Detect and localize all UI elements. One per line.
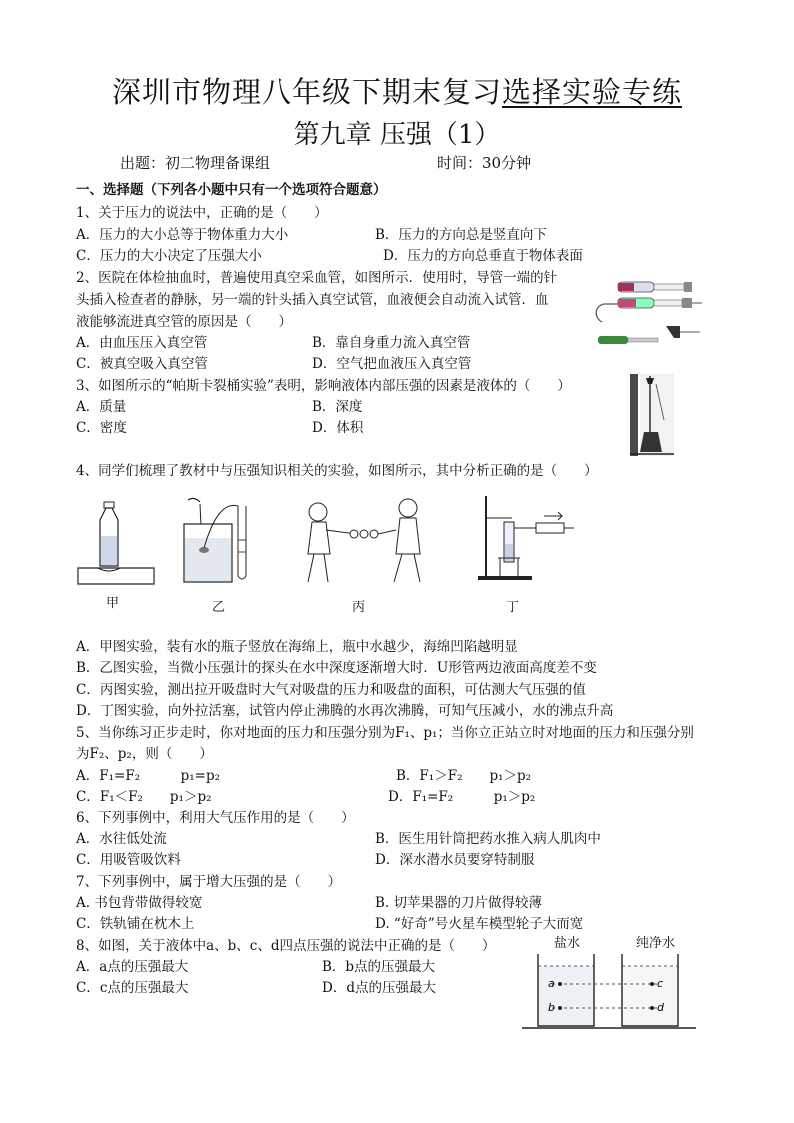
q6-option-d: D．深水潜水员要穿特制服 xyxy=(375,852,535,868)
q3-option-b: B．深度 xyxy=(312,399,363,415)
q4-stem: 4、同学们梳理了教材中与压强知识相关的实验，如图所示，其中分析正确的是（ ） xyxy=(76,463,598,479)
time-line: 时间：30分钟 xyxy=(437,154,532,172)
q2-option-b: B．靠自身重力流入真空管 xyxy=(312,335,471,351)
q2-line-1: 2、医院在体检抽血时，普遍使用真空采血管，如图所示．使用时，导管一端的针 xyxy=(76,270,558,286)
fig-label-jia: 甲 xyxy=(106,596,120,611)
q7-stem: 7、下列事例中，属于增大压强的是（ ） xyxy=(76,874,342,890)
q7-option-c: C．铁轨铺在枕木上 xyxy=(76,916,195,932)
q5-line-2: 为F₂、p₂，则（ ） xyxy=(76,746,213,762)
author-line: 出题：初二物理备课组 xyxy=(120,154,271,172)
q4-option-c: C．丙图实验，测出拉开吸盘时大气对吸盘的压力和吸盘的面积，可估测大气压强的值 xyxy=(76,682,586,698)
fig-label-yi: 乙 xyxy=(212,600,226,615)
point-c-label: c xyxy=(657,977,664,990)
suction-cup-pull-figure xyxy=(296,496,436,588)
q6-stem: 6、下列事例中，利用大气压作用的是（ ） xyxy=(76,810,355,826)
q4-option-d: D．丁图实验，向外拉活塞，试管内停止沸腾的水再次沸腾，可知气压减小，水的沸点升高 xyxy=(76,703,614,719)
page-title xyxy=(0,70,794,111)
q6-option-b: B．医生用针筒把药水推入病人肌肉中 xyxy=(375,831,601,847)
pure-water-label: 纯净水 xyxy=(636,936,676,951)
q5-option-a: A．F₁=F₂ p₁=p₂ xyxy=(76,768,221,784)
pascal-barrel-figure xyxy=(628,374,676,456)
point-a-label: a xyxy=(548,977,555,990)
vacuum-blood-tube-figure xyxy=(590,278,710,348)
title-main: 深圳市物理八年级下期末复习 xyxy=(111,75,502,109)
syringe-boiling-figure xyxy=(474,492,578,584)
pressure-gauge-figure xyxy=(178,496,262,588)
q1-stem: 1、关于压力的说法中，正确的是（ ） xyxy=(76,205,328,221)
q5-option-c: C．F₁＜F₂ p₁＞p₂ xyxy=(76,789,212,805)
bottle-on-sponge-figure xyxy=(76,496,158,588)
q2-line-3: 液能够流进真空管的原因是（ ） xyxy=(76,314,292,330)
q5-line-1: 5、当你练习正步走时，你对地面的压力和压强分别为F₁、p₁；当你立正站立时对地面的压力和压强分别 xyxy=(76,725,694,741)
q8-option-c: C．c点的压强最大 xyxy=(76,980,189,996)
q7-option-b: B. 切苹果器的刀片做得较薄 xyxy=(375,895,543,911)
point-d-label: d xyxy=(657,1001,664,1014)
q7-option-d: D. “好奇”号火星车模型轮子大而宽 xyxy=(375,916,584,932)
fig-label-ding: 丁 xyxy=(506,600,520,615)
q1-option-d: D．压力的方向总垂直于物体表面 xyxy=(383,248,583,264)
q3-option-c: C．密度 xyxy=(76,420,127,436)
salt-water-label: 盐水 xyxy=(554,936,581,951)
q2-option-c: C．被真空吸入真空管 xyxy=(76,356,208,372)
q2-line-2: 头插入检查者的静脉，另一端的针头插入真空试管，血液便会自动流入试管．血 xyxy=(76,292,549,308)
q3-option-a: A．质量 xyxy=(76,399,127,415)
section-heading: 一、选择题（下列各小题中只有一个选项符合题意） xyxy=(76,182,387,198)
title-underlined: 选择实验专练 xyxy=(502,75,683,109)
q7-option-a: A. 书包背带做得较宽 xyxy=(76,895,203,911)
q2-option-d: D．空气把血液压入真空管 xyxy=(312,356,472,372)
q4-option-b: B．乙图实验，当微小压强计的探头在水中深度逐渐增大时．U形管两边液面高度差不变 xyxy=(76,660,597,676)
q6-option-a: A．水往低处流 xyxy=(76,831,167,847)
q3-stem: 3、如图所示的“帕斯卡裂桶实验”表明，影响液体内部压强的因素是液体的（ ） xyxy=(76,378,571,394)
q8-option-d: D．d点的压强最大 xyxy=(322,980,436,996)
q1-option-a: A．压力的大小总等于物体重力大小 xyxy=(76,227,289,243)
q5-option-b: B．F₁＞F₂ p₁＞p₂ xyxy=(396,768,532,784)
q8-option-b: B．b点的压强最大 xyxy=(322,959,436,975)
q2-option-a: A．由血压压入真空管 xyxy=(76,335,208,351)
q8-option-a: A．a点的压强最大 xyxy=(76,959,189,975)
liquid-containers-figure xyxy=(520,952,700,1034)
q3-option-d: D．体积 xyxy=(312,420,364,436)
fig-label-bing: 丙 xyxy=(352,600,366,615)
q1-option-b: B．压力的方向总是竖直向下 xyxy=(375,227,547,243)
q5-option-d: D．F₁=F₂ p₁＞p₂ xyxy=(388,789,536,805)
q1-option-c: C．压力的大小决定了压强大小 xyxy=(76,248,262,264)
q8-stem: 8、如图，关于液体中a、b、c、d四点压强的说法中正确的是（ ） xyxy=(76,938,496,954)
q4-option-a: A．甲图实验，装有水的瓶子竖放在海绵上，瓶中水越少，海绵凹陷越明显 xyxy=(76,639,518,655)
chapter-subtitle: 第九章 压强（1） xyxy=(293,120,501,150)
q6-option-c: C．用吸管吸饮料 xyxy=(76,852,181,868)
point-b-label: b xyxy=(548,1001,555,1014)
